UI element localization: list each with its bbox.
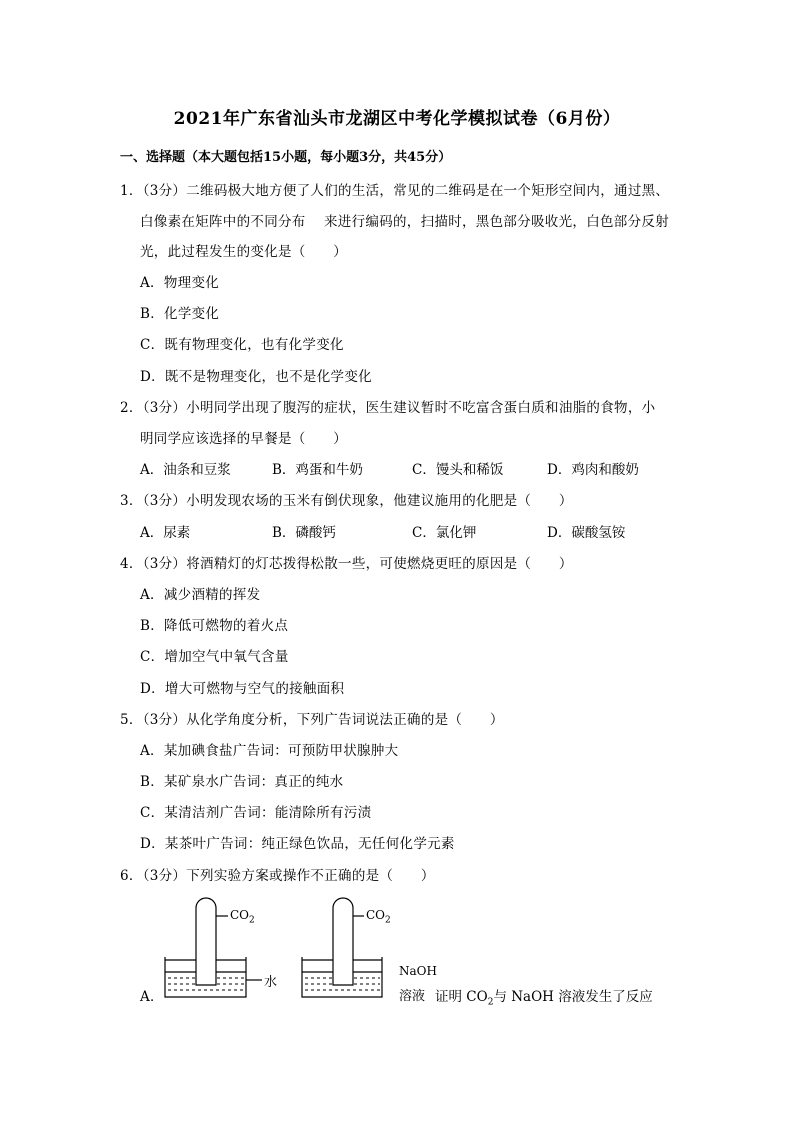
question-3-line-1: 3．（3分）小明发现农场的玉米有倒伏现象，他建议施用的化肥是（ ） bbox=[120, 493, 573, 509]
question-1-option-b: B．化学变化 bbox=[140, 306, 220, 322]
question-4-option-a: A．减少酒精的挥发 bbox=[140, 587, 261, 603]
question-2-option-c: C．馒头和稀饭 bbox=[412, 462, 504, 478]
section-heading: 一、选择题（本大题包括15小题，每小题3分，共45分） bbox=[120, 150, 452, 165]
question-4-line-1: 4．（3分）将酒精灯的灯芯拨得松散一些，可使燃烧更旺的原因是（ ） bbox=[120, 556, 573, 572]
question-4-option-c: C．增加空气中氧气含量 bbox=[140, 649, 289, 665]
page-title: 2021年广东省汕头市龙湖区中考化学模拟试卷（6月份） bbox=[173, 109, 621, 129]
question-3-option-a: A．尿素 bbox=[140, 525, 191, 541]
question-3-option-b: B．磷酸钙 bbox=[272, 525, 336, 541]
question-5-line-1: 5．（3分）从化学角度分析，下列广告词说法正确的是（ ） bbox=[120, 712, 504, 728]
right-gas-label: $CO_2$ bbox=[366, 908, 391, 926]
question-3-option-d: D．碳酸氢铵 bbox=[547, 525, 626, 541]
question-1-option-d: D．既不是物理变化，也不是化学变化 bbox=[140, 369, 372, 385]
water-label: 水 bbox=[264, 975, 278, 990]
question-1-line-1: 1．（3分）二维码极大地方便了人们的生活，常见的二维码是在一个矩形空间内，通过黑、 bbox=[120, 183, 670, 199]
question-4-option-b: B．降低可燃物的着火点 bbox=[140, 618, 289, 634]
question-5-option-a: A．某加碘食盐广告词：可预防甲状腺肿大 bbox=[140, 743, 399, 759]
question-6-option-a-caption: 证明 $CO_2$与 NaOH 溶液发生了反应 bbox=[435, 989, 653, 1008]
question-5-option-d: D．某茶叶广告词：纯正绿色饮品，无任何化学元素 bbox=[140, 836, 455, 852]
question-1-option-c: C．既有物理变化，也有化学变化 bbox=[140, 337, 344, 353]
question-2-option-b: B．鸡蛋和牛奶 bbox=[272, 462, 363, 478]
question-1-line-3: 光，此过程发生的变化是（ ） bbox=[140, 244, 347, 260]
question-2-line-2: 明同学应该选择的早餐是（ ） bbox=[140, 431, 347, 447]
left-test-tube bbox=[196, 898, 216, 985]
question-5-option-b: B．某矿泉水广告词：真正的纯水 bbox=[140, 774, 344, 790]
question-2-option-d: D．鸡肉和酸奶 bbox=[547, 462, 639, 478]
question-2-line-1: 2．（3分）小明同学出现了腹泻的症状，医生建议暂时不吃富含蛋白质和油脂的食物，小 bbox=[120, 400, 656, 416]
question-6-line-1: 6．（3分）下列实验方案或操作不正确的是（ ） bbox=[120, 868, 435, 884]
question-1-option-a: A．物理变化 bbox=[140, 275, 220, 291]
question-3-option-c: C．氯化钾 bbox=[412, 525, 477, 541]
left-gas-label: $CO_2$ bbox=[230, 908, 255, 926]
question-4-option-d: D．增大可燃物与空气的接触面积 bbox=[140, 681, 345, 697]
question-5-option-c: C．某清洁剂广告词：能清除所有污渍 bbox=[140, 805, 372, 821]
solution-label: 溶液 bbox=[399, 989, 426, 1004]
question-1-line-2: 白像素在矩阵中的不同分布 来进行编码的，扫描时，黑色部分吸收光，白色部分反射 bbox=[140, 214, 669, 230]
question-2-option-a: A．油条和豆浆 bbox=[140, 462, 231, 478]
question-6-option-a-label: A． bbox=[140, 989, 164, 1005]
right-test-tube bbox=[333, 898, 353, 985]
naoh-label: NaOH bbox=[399, 964, 437, 978]
